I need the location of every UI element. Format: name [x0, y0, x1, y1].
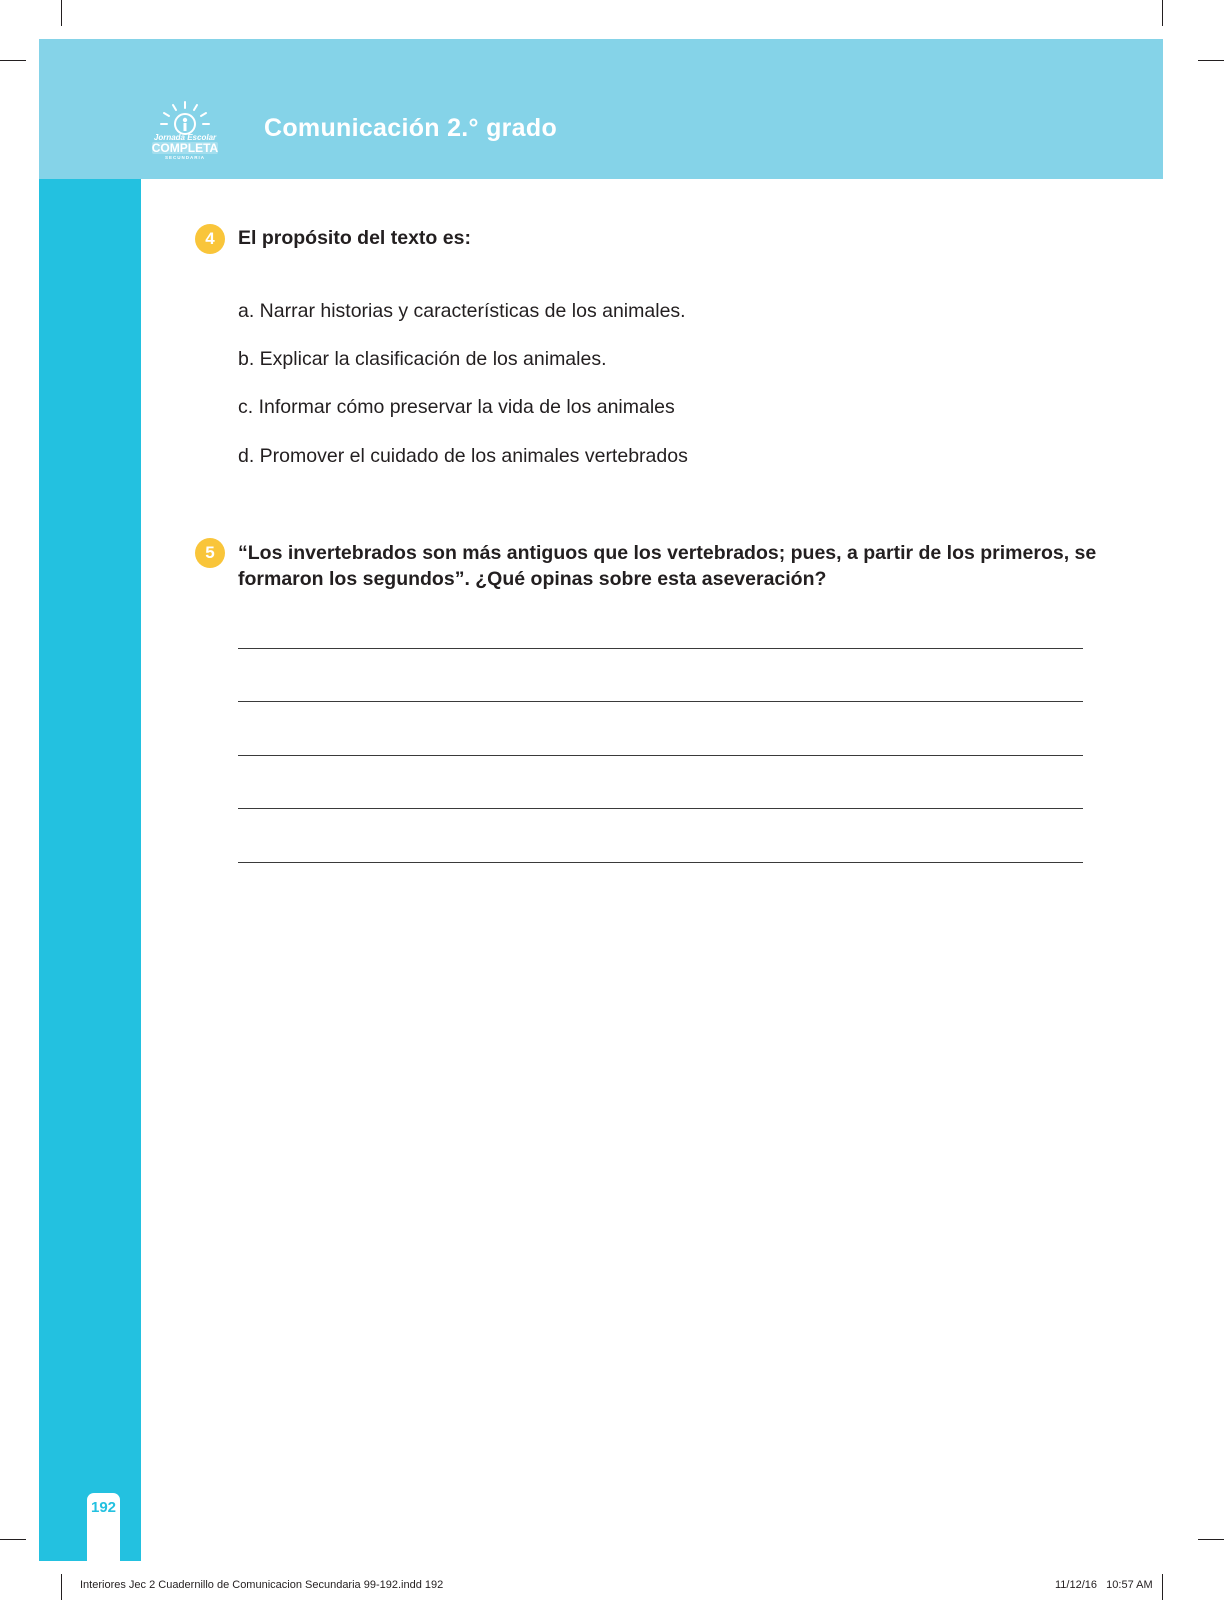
- answer-line[interactable]: [238, 862, 1083, 863]
- crop-mark-bottom-right-h: [1198, 1539, 1224, 1540]
- crop-mark-top-left-h: [0, 60, 26, 61]
- crop-mark-bottom-right-v: [1162, 1574, 1163, 1600]
- crop-mark-top-right-h: [1198, 60, 1224, 61]
- crop-mark-bottom-left-h: [0, 1539, 26, 1540]
- crop-mark-top-right-v: [1162, 0, 1163, 26]
- answer-line[interactable]: [238, 701, 1083, 702]
- answer-option-d[interactable]: d. Promover el cuidado de los animales vertebrados: [238, 445, 688, 467]
- answer-option-b[interactable]: b. Explicar la clasificación de los animales.: [238, 348, 607, 370]
- question-prompt-line-1: “Los invertebrados son más antiguos que los vertebrados; pues, a partir de los primeros, se: [238, 542, 1097, 564]
- left-sidebar-band: [39, 179, 141, 1561]
- question-prompt-line-2: formaron los segundos”. ¿Qué opinas sobre esta aseveración?: [238, 568, 827, 590]
- question-prompt: El propósito del texto es:: [238, 227, 471, 249]
- answer-line[interactable]: [238, 755, 1083, 756]
- page-number: 192: [90, 1499, 117, 1516]
- crop-mark-top-left-v: [61, 0, 62, 26]
- answer-option-c[interactable]: c. Informar cómo preservar la vida de los animales: [238, 396, 675, 418]
- logo-line1: Jornada Escolar: [153, 133, 217, 142]
- answer-option-a[interactable]: a. Narrar historias y características de los animales.: [238, 300, 686, 322]
- question-number-badge: 4: [195, 224, 225, 254]
- question-number-badge: 5: [195, 538, 225, 568]
- answer-line[interactable]: [238, 808, 1083, 809]
- jornada-escolar-completa-logo: [140, 100, 230, 160]
- print-date-time: 11/12/16 10:57 AM: [1055, 1579, 1153, 1591]
- page-title: Comunicación 2.° grado: [264, 114, 558, 142]
- print-file-info: Interiores Jec 2 Cuadernillo de Comunicacion Secundaria 99-192.indd 192: [80, 1579, 444, 1591]
- sun-person-logo-icon: [140, 100, 230, 160]
- crop-mark-bottom-left-v: [61, 1574, 62, 1600]
- answer-line[interactable]: [238, 648, 1083, 649]
- logo-line3: SECUNDARIA: [164, 155, 206, 160]
- logo-line2: COMPLETA: [151, 141, 219, 155]
